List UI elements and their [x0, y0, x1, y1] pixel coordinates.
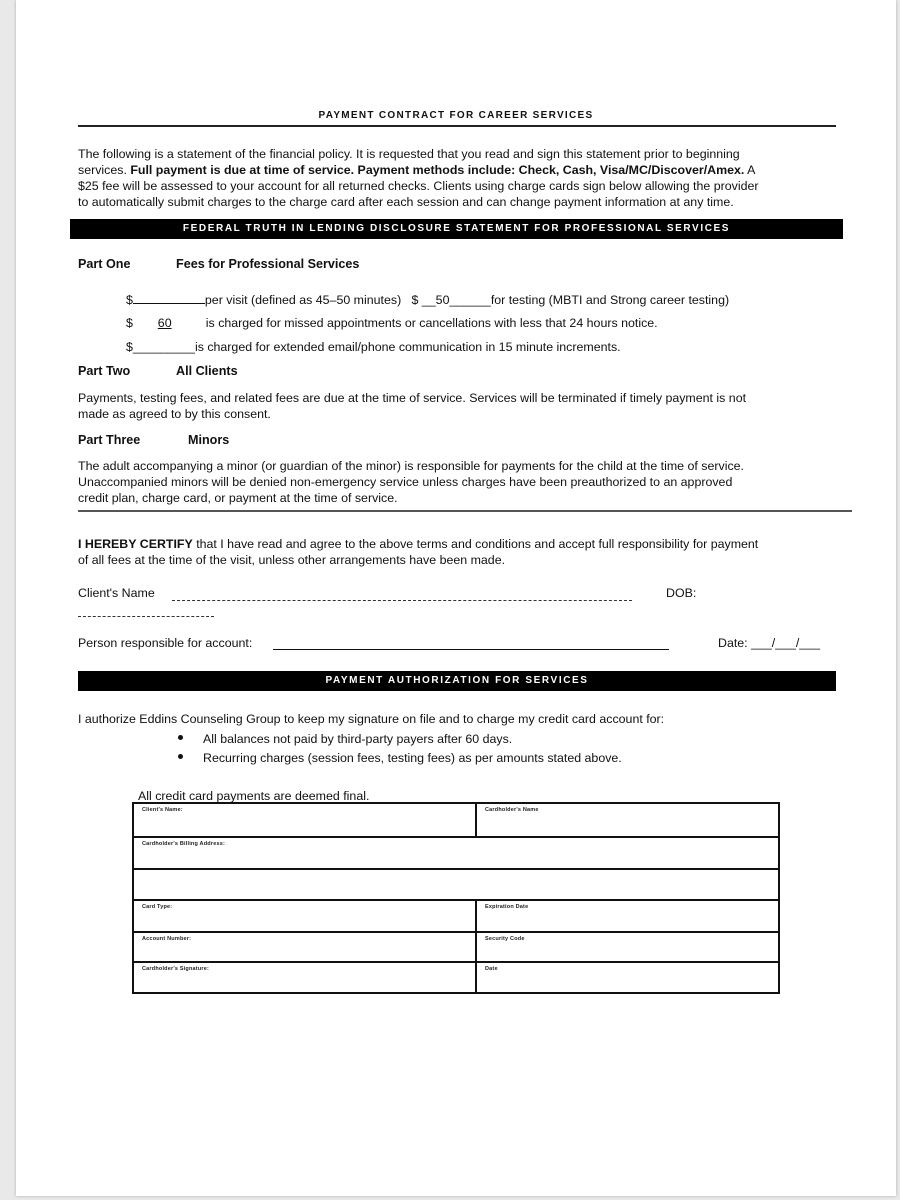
part-two-text: Payments, testing fees, and related fees are due at the time of service. Services will be terminated if timely payment is not made as agreed to by this consent.: [78, 391, 747, 421]
intro-line-1: The following is a statement of the financial policy. It is requested that you read and sign this statement prior to beginning: [78, 147, 740, 161]
security-code-cell[interactable]: Security Code: [485, 936, 525, 942]
responsible-label: Person responsible for account:: [78, 636, 253, 650]
authorize-bullet-1: All balances not paid by third-party payers after 60 days.: [178, 732, 512, 746]
part-two-label: Part Two: [78, 364, 131, 378]
fee-email-value: _________: [132, 340, 195, 354]
document-title: PAYMENT CONTRACT FOR CAREER SERVICES: [318, 110, 594, 121]
fee-visit-blank[interactable]: [133, 291, 205, 304]
cardholder-name-cell[interactable]: Cardholder's Name: [485, 807, 539, 813]
part-three-text: The adult accompanying a minor (or guardian of the minor) is responsible for payments for the child at the time of service. Unaccompanied minors will be denied non-emergency service unless charges have been preauthorized to an approved credit plan, charge card, or payment at the time of service.: [78, 459, 744, 505]
authorize-line: I authorize Eddins Counseling Group to keep my signature on file and to charge my credit card account for:: [78, 712, 665, 726]
responsible-field[interactable]: [273, 637, 669, 650]
card-type-cell[interactable]: Card Type:: [142, 904, 173, 910]
intro-paragraph: [78, 146, 848, 210]
fee-missed-value: 60: [157, 316, 172, 330]
client-name-label: Client's Name: [78, 586, 155, 600]
client-name-cell[interactable]: Client's Name:: [142, 807, 183, 813]
fee-email-line: $_________is charged for extended email/phone communication in 15 minute increments.: [126, 340, 621, 354]
intro-line-4: to automatically submit charges to the charge card after each session and can change payment information at any time.: [78, 195, 734, 209]
expiration-date-cell[interactable]: Expiration Date: [485, 904, 529, 910]
authorize-bullet-2: Recurring charges (session fees, testing fees) as per amounts stated above.: [178, 751, 622, 765]
date-field[interactable]: ___/___/___: [751, 636, 820, 650]
certify-bold: I HEREBY CERTIFY: [78, 537, 193, 551]
part-one-label: Part One: [78, 257, 131, 271]
date-label-line: Date: ___/___/___: [718, 636, 820, 650]
date-cell[interactable]: Date: [485, 966, 498, 972]
final-note: All credit card payments are deemed final.: [138, 789, 370, 803]
certify-paragraph: I HEREBY CERTIFY that I have read and agree to the above terms and conditions and accept full responsibility for payment of all fees at the time of the visit, unless other arrangements have been made.: [78, 537, 759, 567]
disclosure-banner: FEDERAL TRUTH IN LENDING DISCLOSURE STATEMENT FOR PROFESSIONAL SERVICES: [70, 219, 843, 239]
signature-cell[interactable]: Cardholder's Signature:: [142, 966, 210, 972]
intro-line-2: services. Full payment is due at time of service. Payment methods include: Check, Cash, Visa/MC/Discover/Amex. A: [78, 163, 756, 177]
part-three-heading: Minors: [188, 433, 230, 447]
credit-card-table: [132, 802, 780, 994]
dob-field[interactable]: [78, 604, 214, 617]
fee-visit-line: $ per visit (defined as 45–50 minutes) $ __50______for testing (MBTI and Strong career testing): [126, 293, 730, 307]
billing-address-cell-2[interactable]: [134, 870, 778, 899]
bullet-icon: [178, 754, 183, 759]
intro-line-3: $25 fee will be assessed to your account for all returned checks. Clients using charge cards sign below allowing the provider: [78, 179, 759, 193]
part-two-heading: All Clients: [176, 364, 238, 378]
fee-missed-line: $ 60 is charged for missed appointments or cancellations with less that 24 hours notice.: [126, 316, 658, 330]
bullet-icon: [178, 735, 183, 740]
client-name-field[interactable]: [172, 588, 632, 601]
fee-testing-value: __50______: [421, 293, 491, 307]
dob-label: DOB:: [666, 586, 697, 600]
part-one-heading: Fees for Professional Services: [176, 257, 360, 271]
account-number-cell[interactable]: Account Number:: [142, 936, 192, 942]
billing-address-cell[interactable]: Cardholder's Billing Address:: [142, 841, 225, 847]
section-divider: [78, 510, 852, 512]
authorization-banner: PAYMENT AUTHORIZATION FOR SERVICES: [78, 671, 836, 691]
payment-methods-note: Full payment is due at time of service. Payment methods include: Check, Cash, Visa/MC/Discover/Amex.: [130, 163, 745, 177]
document-page: [16, 0, 896, 1196]
title-rule: [78, 125, 836, 127]
part-three-label: Part Three: [78, 433, 141, 447]
